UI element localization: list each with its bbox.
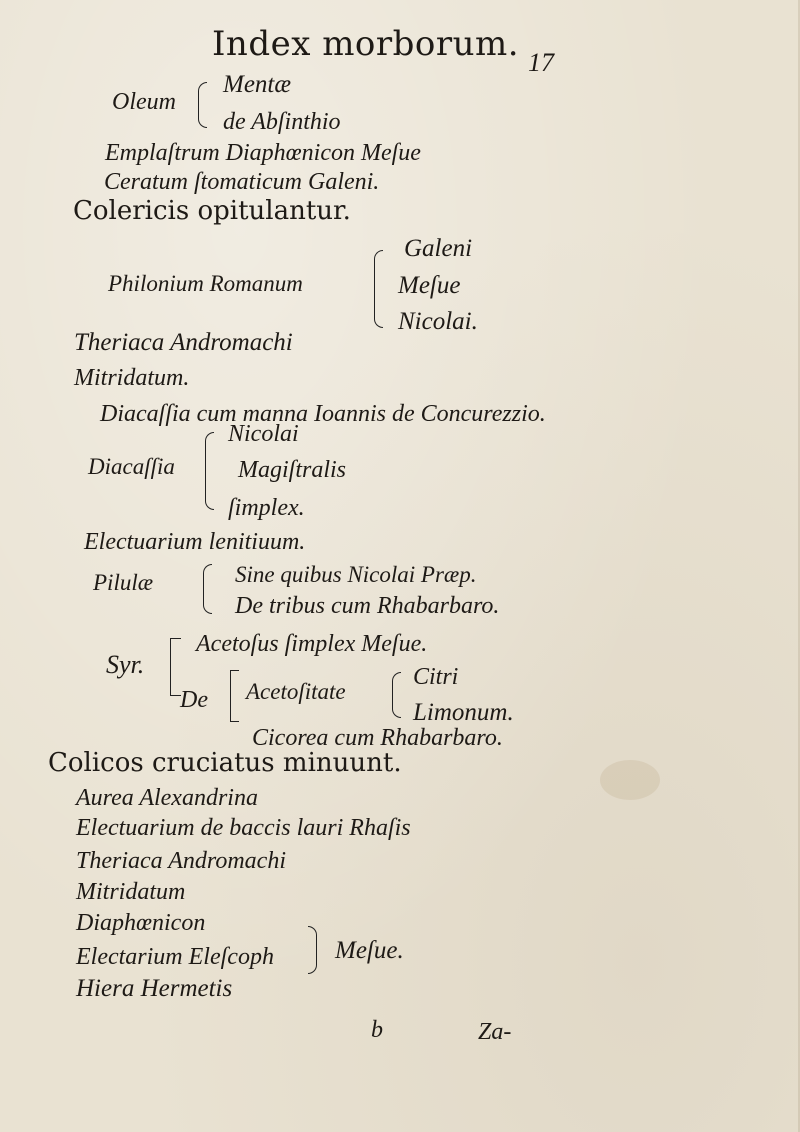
entry-theriaca-2: Theriaca Andromachi	[76, 848, 286, 874]
entry-mesue-group: Meſue.	[335, 937, 404, 964]
entry-electuarium-baccis: Electuarium de baccis lauri Rhaſis	[76, 815, 411, 841]
entry-emplastrum: Emplaſtrum Diaphœnicon Meſue	[105, 140, 421, 166]
entry-ceratum: Ceratum ſtomaticum Galeni.	[104, 169, 380, 195]
entry-pilulae-de-tribus: De tribus cum Rhabarbaro.	[235, 593, 500, 619]
entry-philonium-nicolai: Nicolai.	[398, 308, 478, 335]
entry-aurea-alexandrina: Aurea Alexandrina	[76, 785, 258, 811]
entry-mitridatum-1: Mitridatum.	[74, 365, 190, 391]
entry-syr-limonum: Limonum.	[413, 699, 514, 726]
entry-pilulae: Pilulæ	[93, 570, 154, 595]
entry-philonium-mesue: Meſue	[398, 272, 461, 299]
entry-syr-cicorea: Cicorea cum Rhabarbaro.	[252, 725, 503, 751]
entry-theriaca-1: Theriaca Andromachi	[74, 329, 293, 356]
entry-diacassia-manna: Diacaſſia cum manna Ioannis de Concurezzio.	[100, 401, 546, 427]
page-header: Index morborum.	[212, 24, 520, 64]
heading-colericis: Colericis opitulantur.	[73, 196, 351, 226]
entry-oleum-menta: Mentæ	[223, 71, 292, 98]
entry-mitridatum-2: Mitridatum	[76, 879, 186, 905]
entry-syr-de: De	[180, 687, 208, 713]
entry-hiera-hermetis: Hiera Hermetis	[76, 975, 233, 1002]
entry-syr-acetosus: Acetoſus ſimplex Meſue.	[196, 631, 428, 657]
entry-philonium-galeni: Galeni	[404, 235, 473, 262]
entry-electarium-elescoph: Electarium Eleſcoph	[76, 944, 274, 970]
entry-diacassia-nicolai: Nicolai	[228, 421, 299, 447]
heading-colicos: Colicos cruciatus minuunt.	[48, 748, 402, 778]
bracket	[230, 670, 239, 722]
entry-syr-citri: Citri	[413, 664, 459, 690]
entry-philonium: Philonium Romanum	[108, 271, 303, 296]
brace	[198, 82, 207, 128]
page-number: 17	[528, 48, 554, 77]
entry-syr: Syr.	[106, 650, 145, 679]
paper-stain	[600, 760, 660, 800]
brace	[308, 926, 317, 974]
signature-mark: b	[371, 1017, 383, 1043]
entry-syr-acetositate: Acetoſitate	[246, 679, 346, 704]
entry-diacassia-magistralis: Magiſtralis	[238, 457, 347, 483]
brace	[203, 564, 212, 614]
entry-diacassia: Diacaſſia	[88, 454, 175, 479]
entry-diacassia-simplex: ſimplex.	[228, 495, 305, 521]
entry-oleum-absinthio: de Abſinthio	[223, 109, 341, 135]
entry-diaphoenicon: Diaphœnicon	[76, 910, 206, 936]
entry-oleum: Oleum	[112, 89, 176, 115]
entry-electuarium-lenitiuum: Electuarium lenitiuum.	[84, 529, 306, 555]
entry-pilulae-sine-quibus: Sine quibus Nicolai Præp.	[235, 562, 477, 587]
brace	[205, 432, 214, 510]
brace	[374, 250, 383, 328]
catchword: Za-	[478, 1019, 512, 1045]
brace	[392, 672, 401, 718]
